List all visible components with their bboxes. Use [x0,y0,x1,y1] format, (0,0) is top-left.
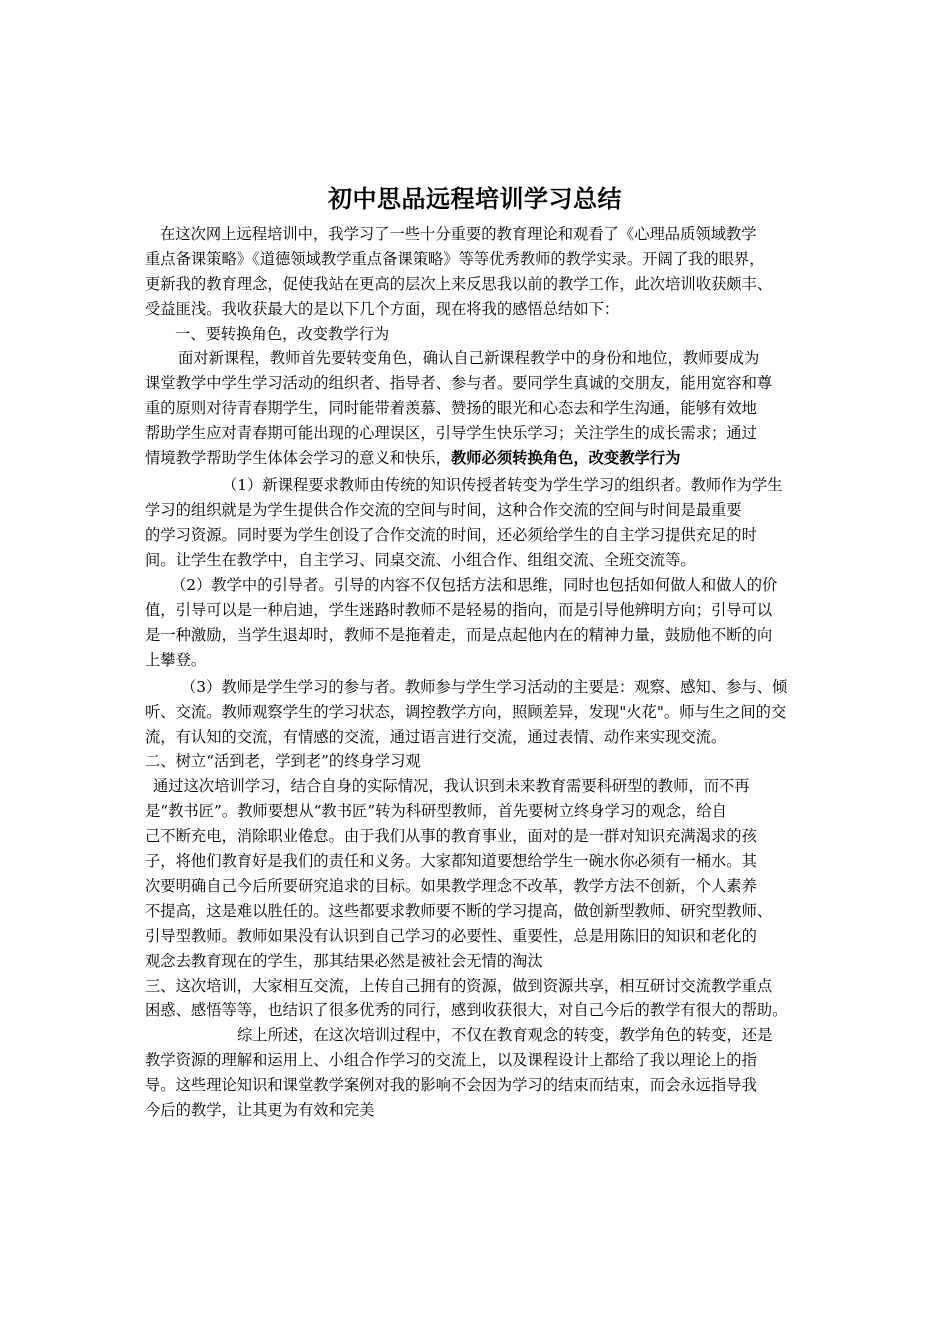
paragraph-summary-line-1: 综上所述，在这次培训过程中，不仅在教育观念的转变，教学角色的转变，还是 [237,1026,773,1045]
paragraph-role-line-1: 面对新课程，教师首先要转变角色，确认自己新课程教学中的身份和地位，教师要成为 [178,349,760,368]
section-heading-2: 二、树立“活到老，学到老”的终身学习观 [145,752,421,771]
item-1-line-4: 间。让学生在教学中，自主学习、同桌交流、小组合作、组组交流、全班交流等。 [145,550,696,569]
bold-emphasis-text: 教师必须转换角色，改变教学行为 [450,449,681,468]
paragraph-intro-line-3: 更新我的教育理念，促使我站在更高的层次上来反思我以前的教学工作，此次培训收获颇丰、 [145,274,773,293]
item-3-line-2: 听、交流。教师观察学生的学习状态，调控教学方向，照顾差异，发现"火花"。师与生之间的交 [145,702,787,721]
paragraph-lifelong-line-1: 通过这次培训学习，结合自身的实际情况，我认识到未来教育需要科研型的教师，而不再 [153,777,750,796]
paragraph-role-line-2: 课堂教学中学生学习活动的组织者、指导者、参与者。要同学生真诚的交朋友，能用宽容和尊 [145,374,773,393]
paragraph-intro-line-1: 在这次网上远程培训中，我学习了一些十分重要的教育理论和观看了《心理品质领域教学 [160,225,757,243]
paragraph-lifelong-line-2: 是“教书匠”。教师要想从“教书匠”转为科研型教师，首先要树立终身学习的观念，给自 [145,802,727,821]
paragraph-role-line-5-text: 情境教学帮助学生体体会学习的意义和快乐， [145,449,451,468]
item-2-line-2: 值，引导可以是一种启迪，学生迷路时教师不是轻易的指向，而是引导他辨明方向；引导可以 [145,600,773,619]
paragraph-lifelong-line-4: 子，将他们教育好是我们的责任和义务。大家都知道要想给学生一碗水你必须有一桶水。其 [145,852,757,871]
paragraph-lifelong-line-7: 引导型教师。教师如果没有认识到自己学习的必要性、重要性，总是用陈旧的知识和老化的 [145,926,757,945]
item-3-line-3: 流，有认知的交流，有情感的交流，通过语言进行交流，通过表情、动作来实现交流。 [145,727,727,746]
document-body [145,222,813,1123]
item-1-line-2: 学习的组织就是为学生提供合作交流的空间与时间，这种合作交流的空间与时间是最重要 [145,501,742,520]
paragraph-lifelong-line-5: 次要明确自己今后所要研究追求的目标。如果教学理念不改革，教学方法不创新，个人素养 [145,876,757,895]
paragraph-summary-line-4: 今后的教学，让其更为有效和完美 [145,1100,375,1119]
paragraph-summary-line-2: 教学资源的理解和运用上、小组合作学习的交流上，以及课程设计上都给了我以理论上的指 [145,1051,757,1070]
paragraph-role-line-4: 帮助学生应对青春期可能出现的心理误区，引导学生快乐学习；关注学生的成长需求；通过 [145,424,757,443]
paragraph-intro-line-4: 受益匪浅。我收获最大的是以下几个方面，现在将我的感悟总结如下： [145,299,620,318]
section-heading-3-line-1: 三、这次培训，大家相互交流，上传自己拥有的资源，做到资源共享，相互研讨交流教学重点 [145,976,773,995]
document-title: 初中思品远程培训学习总结 [328,185,622,213]
paragraph-lifelong-line-6: 不提高，这是难以胜任的。这些都要求教师要不断的学习提高，做创新型教师、研究型教师、 [145,901,773,920]
item-2-line-3: 是一种激励，当学生退却时，教师不是拖着走，而是点起他内在的精神力量，鼓励他不断的向 [145,625,773,644]
paragraph-lifelong-line-8: 观念去教育现在的学生，那其结果必然是被社会无情的淘汰 [145,951,543,970]
item-3-line-1: （3）教师是学生学习的参与者。教师参与学生学习活动的主要是：观察、感知、参与、倾 [181,677,788,696]
section-heading-3-line-2: 困惑、感悟等等，也结识了很多优秀的同行，感到收获很大，对自己今后的教学有很大的帮助。 [145,1001,788,1020]
paragraph-intro-line-2: 重点备课策略》《道德领域教学重点备课策略》等等优秀教师的教学实录。开阔了我的眼界， [145,249,765,268]
item-1-line-3: 的学习资源。同时要为学生创设了合作交流的时间，还必须给学生的自主学习提供充足的时 [145,526,757,545]
item-2-line-1: （2）教学中的引导者。引导的内容不仅包括方法和思维，同时也包括如何做人和做人的价 [171,575,778,594]
item-2-line-4: 上攀登。 [145,650,207,669]
paragraph-role-line-5 [145,446,813,471]
section-heading-1: 一、要转换角色，改变教学行为 [175,324,390,343]
paragraph-summary-line-3: 导。这些理论知识和课堂教学案例对我的影响不会因为学习的结束而结束，而会永远指导我 [145,1076,757,1095]
paragraph-role-line-3: 重的原则对待青春期学生，同时能带着羡慕、赞扬的眼光和心态去和学生沟通，能够有效地 [145,399,757,418]
paragraph-lifelong-line-3: 己不断充电，消除职业倦怠。由于我们从事的教育事业，面对的是一群对知识充满渴求的孩 [145,827,757,846]
item-1-line-1: （1）新课程要求教师由传统的知识传授者转变为学生学习的组织者。教师作为学生 [222,476,783,495]
